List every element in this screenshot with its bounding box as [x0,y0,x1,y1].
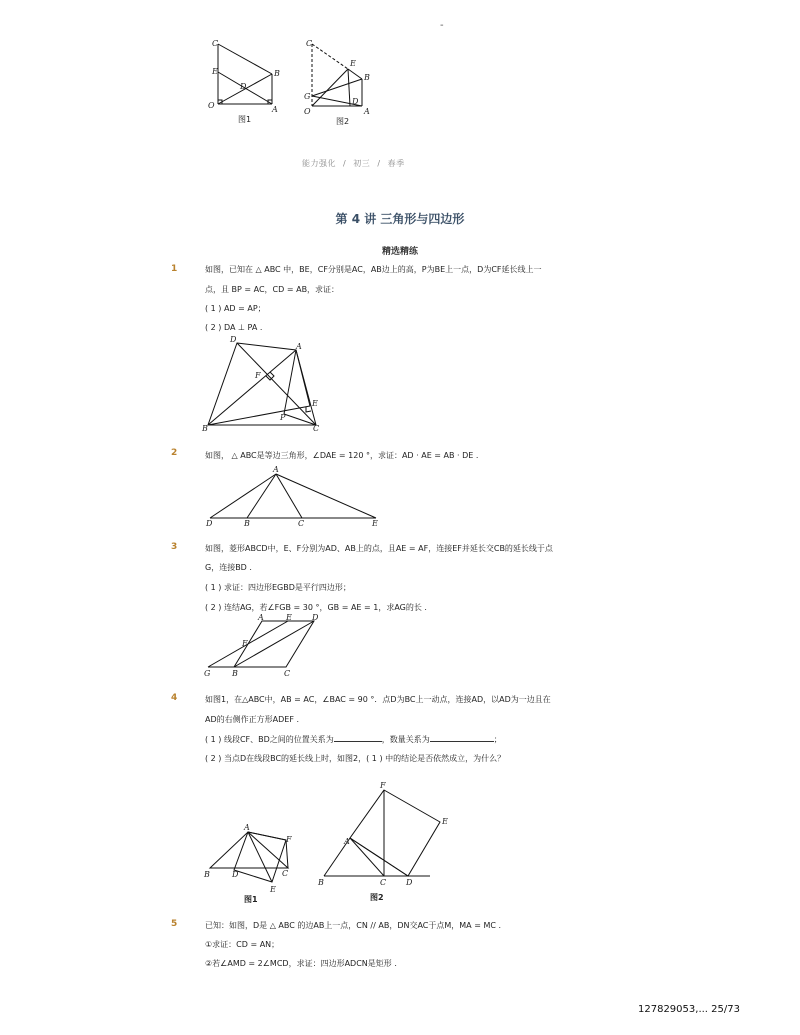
page-title: 第 4 讲 三角形与四边形 [335,212,465,226]
p4-fig2-caption: 图2 [370,893,384,902]
top-fig1-label-D: D [240,82,247,91]
top-fig2-label-B: B [364,73,370,82]
problem-5-line-3: ②若∠AMD = 2∠MCD，求证：四边形ADCN是矩形 . [205,959,397,968]
top-fig2-label-D: D [352,97,359,106]
p2-label-B: B [244,519,250,528]
p3-label-A: A [258,613,264,622]
problem-1-figure [200,334,330,434]
top-fig2-label-O: O [304,107,311,116]
problem-1-line-1: 如图，已知在 △ ABC 中，BE，CF分别是AC，AB边上的高，P为BE上一点，D为CF延长线上一 [205,265,542,274]
top-fig1-label-C: C [212,39,219,48]
problem-4-line-1: 如图1，在△ABC中，AB = AC，∠BAC = 90 °．点D为BC上一动点，连接AD，以AD为一边且在 [205,695,551,704]
answer-blank-position[interactable] [334,733,382,742]
top-fig1-label-E: E [212,67,218,76]
problem-5-line-2: ①求证：CD = AN； [205,940,280,949]
p4f2-label-E: E [442,817,448,826]
p4f2-label-C: C [380,878,387,887]
problem-4-line-3 [205,733,502,746]
problem-4-figure-2 [310,778,470,910]
problem-4-q1-text-c: ； [493,735,502,744]
problem-4-line-2: AD的右侧作正方形ADEF . [205,715,300,724]
p3-label-D: D [312,613,319,622]
p4f1-label-E: E [270,885,276,894]
answer-blank-quantity[interactable] [430,733,494,742]
problem-3-figure [200,612,330,682]
p3-label-E: E [286,613,292,622]
p4f1-label-B: B [204,870,210,879]
problem-3-line-4: ( 2 ) 连结AG，若∠FGB = 30 °，GB = AE = 1，求AG的长 . [205,603,427,612]
top-fig2-label-C: C [306,39,313,48]
problem-1-line-2: 点，且 BP = AC，CD = AB，求证： [205,285,340,294]
problem-3-line-2: G，连接BD . [205,563,252,572]
p4f1-label-C: C [282,869,289,878]
top-fig2-caption: 图2 [336,117,350,126]
p1-label-A: A [296,342,302,351]
problem-3-line-1: 如图，菱形ABCD中，E、F分别为AD、AB上的点，且AE = AF，连接EF并延长交CB的延长线于点 [205,544,553,553]
top-fig1-label-O: O [208,101,215,110]
p2-label-D: D [206,519,213,528]
problem-number: 1 [171,264,178,274]
problem-2-figure [200,462,390,528]
top-fig1-label-A: A [272,105,278,114]
top-fig2-label-A: A [364,107,370,116]
problem-number: 5 [171,919,178,929]
problem-number: 3 [171,542,178,552]
p3-label-G: G [204,669,211,678]
p4f1-label-A: A [244,823,250,832]
problem-4-line-4: ( 2 ) 当点D在线段BC的延长线上时，如图2，( 1 ) 中的结论是否依然成立，为什么？ [205,754,506,763]
problem-5-line-1: 已知：如图，D是 △ ABC 的边AB上一点，CN // AB，DN交AC于点M，MA = MC . [205,921,502,930]
top-figure-1 [208,39,280,124]
top-fig1-caption: 图1 [238,115,252,124]
problem-number: 4 [171,693,178,703]
p2-label-E: E [372,519,378,528]
p1-label-P: P [280,413,286,422]
problem-1-line-3: ( 1 ) AD = AP； [205,304,266,313]
problem-1-line-4: ( 2 ) DA ⊥ PA . [205,323,263,332]
header-mark: - [440,20,444,31]
problem-2-line-1: 如图， △ ABC是等边三角形，∠DAE = 120 °，求证：AD · AE = AB · DE . [205,451,479,460]
breadcrumb-sep: / [377,159,381,168]
breadcrumb-item[interactable]: 春季 [387,159,405,168]
top-figure-2 [304,39,370,126]
top-figures [200,34,400,134]
p3-label-B: B [232,669,238,678]
p1-label-F: F [255,371,261,380]
top-fig2-label-E: E [350,59,356,68]
p4f1-label-D: D [232,870,239,879]
p4-fig1-caption: 图1 [244,895,258,904]
p2-label-A: A [273,465,279,474]
breadcrumb [300,158,407,169]
problem-3-line-3: ( 1 ) 求证：四边形EGBD是平行四边形； [205,583,351,592]
p1-label-C: C [313,424,320,433]
problem-4-q1-text-a: ( 1 ) 线段CF、BD之间的位置关系为 [205,735,334,744]
p3-label-F: F [242,639,248,648]
p1-label-B: B [202,424,208,433]
top-fig2-label-G: G [304,92,311,101]
section-title: 精选精练 [381,247,418,257]
problem-4-figure-1 [200,780,320,910]
p4f2-label-D: D [406,878,413,887]
breadcrumb-item[interactable]: 能力强化 [302,159,336,168]
problem-4-q1-text-b: ，数量关系为 [381,735,430,744]
p3-label-C: C [284,669,291,678]
p4f1-label-F: F [286,835,292,844]
p4f2-label-A: A [344,837,350,846]
p1-label-D: D [230,335,237,344]
breadcrumb-item[interactable]: 初三 [353,159,371,168]
page-indicator: 127829053,... 25/73 [638,1004,740,1015]
problem-number: 2 [171,448,178,458]
p1-label-E: E [312,399,318,408]
top-fig1-label-B: B [274,69,280,78]
p4f2-label-F: F [380,781,386,790]
breadcrumb-sep: / [343,159,347,168]
p4f2-label-B: B [318,878,324,887]
p2-label-C: C [298,519,305,528]
